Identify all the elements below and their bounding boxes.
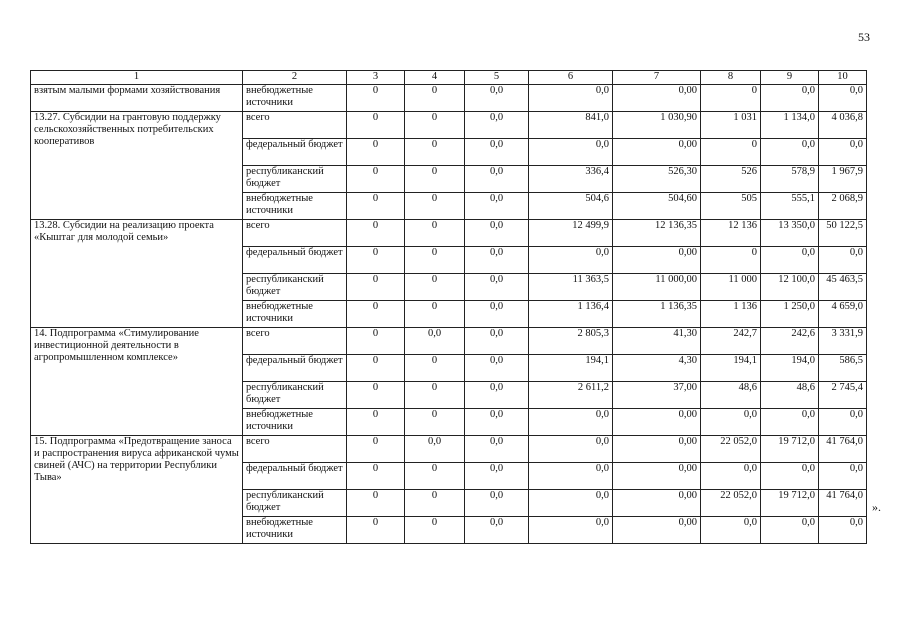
value-cell: 0,00 <box>613 490 701 517</box>
value-cell: 1 030,90 <box>613 112 701 139</box>
program-name: 13.27. Субсидии на грантовую поддержку сельскохозяйственных потребительских кооперативов <box>31 112 243 220</box>
header-row <box>31 71 867 85</box>
closing-quote: ». <box>872 500 881 514</box>
value-cell: 0,0 <box>465 409 529 436</box>
value-cell: 0 <box>347 328 405 355</box>
funding-source: республиканский бюджет <box>243 490 347 517</box>
value-cell: 0 <box>701 85 761 112</box>
value-cell: 19 712,0 <box>761 436 819 463</box>
value-cell: 0 <box>405 355 465 382</box>
value-cell: 0,0 <box>465 247 529 274</box>
value-cell: 505 <box>701 193 761 220</box>
value-cell: 0,0 <box>465 301 529 328</box>
value-cell: 0 <box>405 490 465 517</box>
funding-source: всего <box>243 112 347 139</box>
value-cell: 1 031 <box>701 112 761 139</box>
funding-source: республиканский бюджет <box>243 166 347 193</box>
value-cell: 1 136 <box>701 301 761 328</box>
value-cell: 0 <box>405 409 465 436</box>
table-row <box>31 436 867 463</box>
value-cell: 0 <box>405 382 465 409</box>
value-cell: 586,5 <box>819 355 867 382</box>
value-cell: 0 <box>347 301 405 328</box>
value-cell: 0 <box>405 301 465 328</box>
page-number: 53 <box>858 30 870 44</box>
value-cell: 1 250,0 <box>761 301 819 328</box>
value-cell: 48,6 <box>761 382 819 409</box>
value-cell: 0,0 <box>465 328 529 355</box>
value-cell: 0,0 <box>465 112 529 139</box>
value-cell: 0,0 <box>405 328 465 355</box>
funding-source: федеральный бюджет <box>243 463 347 490</box>
value-cell: 841,0 <box>529 112 613 139</box>
value-cell: 0 <box>347 355 405 382</box>
value-cell: 336,4 <box>529 166 613 193</box>
value-cell: 0,00 <box>613 436 701 463</box>
table-row <box>31 328 867 355</box>
header-cell: 9 <box>761 71 819 85</box>
value-cell: 194,0 <box>761 355 819 382</box>
value-cell: 0 <box>405 85 465 112</box>
value-cell: 0 <box>347 409 405 436</box>
value-cell: 4 036,8 <box>819 112 867 139</box>
value-cell: 0 <box>347 166 405 193</box>
value-cell: 0 <box>405 166 465 193</box>
value-cell: 0,0 <box>465 193 529 220</box>
table-row <box>31 220 867 247</box>
header-cell: 7 <box>613 71 701 85</box>
value-cell: 0,0 <box>465 436 529 463</box>
value-cell: 0,0 <box>465 517 529 544</box>
value-cell: 2 611,2 <box>529 382 613 409</box>
value-cell: 0,0 <box>701 463 761 490</box>
value-cell: 0,0 <box>761 517 819 544</box>
header-cell: 1 <box>31 71 243 85</box>
budget-table <box>30 70 867 544</box>
value-cell: 0,0 <box>465 355 529 382</box>
value-cell: 0 <box>405 112 465 139</box>
value-cell: 2 745,4 <box>819 382 867 409</box>
value-cell: 19 712,0 <box>761 490 819 517</box>
value-cell: 0 <box>405 517 465 544</box>
value-cell: 11 000 <box>701 274 761 301</box>
value-cell: 555,1 <box>761 193 819 220</box>
program-name: взятым малыми формами хозяйствования <box>31 85 243 112</box>
value-cell: 504,60 <box>613 193 701 220</box>
value-cell: 41 764,0 <box>819 436 867 463</box>
funding-source: федеральный бюджет <box>243 355 347 382</box>
value-cell: 578,9 <box>761 166 819 193</box>
funding-source: федеральный бюджет <box>243 139 347 166</box>
header-cell: 4 <box>405 71 465 85</box>
value-cell: 0 <box>347 274 405 301</box>
value-cell: 0 <box>405 139 465 166</box>
value-cell: 0,0 <box>761 409 819 436</box>
value-cell: 0,0 <box>465 139 529 166</box>
value-cell: 0,0 <box>529 517 613 544</box>
value-cell: 1 136,35 <box>613 301 701 328</box>
value-cell: 37,00 <box>613 382 701 409</box>
value-cell: 0,0 <box>761 463 819 490</box>
value-cell: 0,0 <box>465 490 529 517</box>
value-cell: 0 <box>405 220 465 247</box>
value-cell: 0,00 <box>613 139 701 166</box>
value-cell: 526 <box>701 166 761 193</box>
value-cell: 4 659,0 <box>819 301 867 328</box>
funding-source: внебюджетные источники <box>243 85 347 112</box>
value-cell: 0,00 <box>613 463 701 490</box>
value-cell: 0 <box>347 247 405 274</box>
value-cell: 1 134,0 <box>761 112 819 139</box>
value-cell: 0 <box>405 463 465 490</box>
funding-source: республиканский бюджет <box>243 274 347 301</box>
value-cell: 0,00 <box>613 85 701 112</box>
value-cell: 0 <box>405 247 465 274</box>
funding-source: внебюджетные источники <box>243 409 347 436</box>
value-cell: 50 122,5 <box>819 220 867 247</box>
value-cell: 1 967,9 <box>819 166 867 193</box>
value-cell: 4,30 <box>613 355 701 382</box>
value-cell: 0 <box>347 463 405 490</box>
value-cell: 45 463,5 <box>819 274 867 301</box>
value-cell: 12 136,35 <box>613 220 701 247</box>
header-cell: 6 <box>529 71 613 85</box>
value-cell: 0,0 <box>819 517 867 544</box>
value-cell: 0,0 <box>761 247 819 274</box>
value-cell: 0 <box>405 193 465 220</box>
header-cell: 5 <box>465 71 529 85</box>
value-cell: 0,0 <box>701 409 761 436</box>
value-cell: 0,0 <box>529 490 613 517</box>
value-cell: 41,30 <box>613 328 701 355</box>
header-cell: 10 <box>819 71 867 85</box>
value-cell: 0,0 <box>529 139 613 166</box>
value-cell: 0 <box>347 490 405 517</box>
value-cell: 22 052,0 <box>701 436 761 463</box>
value-cell: 12 499,9 <box>529 220 613 247</box>
value-cell: 0,0 <box>529 463 613 490</box>
program-name: 14. Подпрограмма «Стимулирование инвестиционной деятельности в агропромышленном комплексе» <box>31 328 243 436</box>
funding-source: внебюджетные источники <box>243 193 347 220</box>
value-cell: 0 <box>347 139 405 166</box>
value-cell: 194,1 <box>529 355 613 382</box>
value-cell: 0 <box>405 274 465 301</box>
value-cell: 0 <box>701 247 761 274</box>
value-cell: 0 <box>347 382 405 409</box>
funding-source: всего <box>243 328 347 355</box>
value-cell: 0,0 <box>819 463 867 490</box>
funding-source: республиканский бюджет <box>243 382 347 409</box>
value-cell: 504,6 <box>529 193 613 220</box>
header-cell: 2 <box>243 71 347 85</box>
value-cell: 11 363,5 <box>529 274 613 301</box>
table-body <box>31 71 867 544</box>
value-cell: 0,0 <box>529 85 613 112</box>
value-cell: 0,0 <box>529 409 613 436</box>
value-cell: 0 <box>347 220 405 247</box>
funding-source: федеральный бюджет <box>243 247 347 274</box>
funding-source: всего <box>243 220 347 247</box>
value-cell: 194,1 <box>701 355 761 382</box>
value-cell: 0,0 <box>529 436 613 463</box>
value-cell: 0 <box>701 139 761 166</box>
value-cell: 12 136 <box>701 220 761 247</box>
value-cell: 0,00 <box>613 409 701 436</box>
value-cell: 0,0 <box>465 220 529 247</box>
value-cell: 0,0 <box>819 247 867 274</box>
value-cell: 242,7 <box>701 328 761 355</box>
value-cell: 0 <box>347 112 405 139</box>
funding-source: внебюджетные источники <box>243 517 347 544</box>
value-cell: 0 <box>347 436 405 463</box>
value-cell: 0,0 <box>819 409 867 436</box>
value-cell: 0,0 <box>405 436 465 463</box>
value-cell: 0,00 <box>613 517 701 544</box>
header-cell: 3 <box>347 71 405 85</box>
program-name: 15. Подпрограмма «Предотвращение заноса и распространения вируса африканской чумы свиней (АЧС) на территории Республики Тыва» <box>31 436 243 544</box>
value-cell: 0,0 <box>761 139 819 166</box>
value-cell: 1 136,4 <box>529 301 613 328</box>
header-cell: 8 <box>701 71 761 85</box>
value-cell: 3 331,9 <box>819 328 867 355</box>
funding-source: всего <box>243 436 347 463</box>
value-cell: 0,0 <box>819 85 867 112</box>
value-cell: 0 <box>347 85 405 112</box>
value-cell: 0 <box>347 517 405 544</box>
value-cell: 48,6 <box>701 382 761 409</box>
value-cell: 0,0 <box>465 166 529 193</box>
value-cell: 526,30 <box>613 166 701 193</box>
value-cell: 242,6 <box>761 328 819 355</box>
value-cell: 0,0 <box>465 382 529 409</box>
value-cell: 0,0 <box>761 85 819 112</box>
table-row <box>31 85 867 112</box>
value-cell: 41 764,0 <box>819 490 867 517</box>
value-cell: 2 805,3 <box>529 328 613 355</box>
value-cell: 22 052,0 <box>701 490 761 517</box>
value-cell: 0,0 <box>465 274 529 301</box>
funding-source: внебюджетные источники <box>243 301 347 328</box>
value-cell: 12 100,0 <box>761 274 819 301</box>
value-cell: 2 068,9 <box>819 193 867 220</box>
value-cell: 13 350,0 <box>761 220 819 247</box>
table-row <box>31 112 867 139</box>
value-cell: 0,0 <box>465 463 529 490</box>
value-cell: 0,00 <box>613 247 701 274</box>
value-cell: 0 <box>347 193 405 220</box>
value-cell: 0,0 <box>529 247 613 274</box>
program-name: 13.28. Субсидии на реализацию проекта «Кыштаг для молодой семьи» <box>31 220 243 328</box>
value-cell: 0,0 <box>465 85 529 112</box>
value-cell: 0,0 <box>701 517 761 544</box>
value-cell: 0,0 <box>819 139 867 166</box>
value-cell: 11 000,00 <box>613 274 701 301</box>
